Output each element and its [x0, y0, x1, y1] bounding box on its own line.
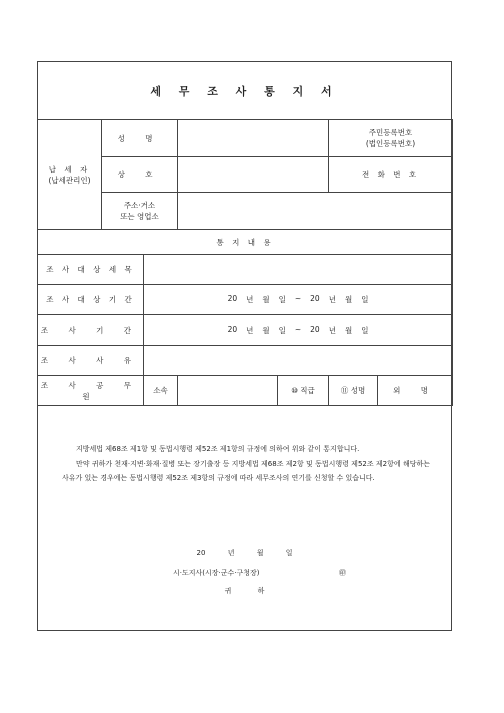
issue-date-month: 월 [256, 549, 264, 557]
tax-items-field[interactable] [144, 255, 453, 285]
date-year: 년 [328, 295, 336, 304]
issue-date-day: 일 [285, 549, 293, 557]
trade-name-label: 상 호 [102, 157, 178, 193]
taxpayer-label: 납 세 자 [48, 164, 91, 174]
date-day: 일 [361, 295, 369, 304]
name-field[interactable] [178, 120, 329, 157]
recipient-honorific-1: 귀 [224, 587, 232, 595]
reason-label: 조 사 사 유 [38, 346, 144, 376]
notice-content-header: 통 지 내 용 [38, 230, 453, 255]
address-label-line1: 주소·거소 [123, 201, 156, 210]
date-yy: 20 [310, 324, 320, 334]
taxpayer-label-cell [38, 120, 102, 230]
taxpayer-sublabel: (납세관리인) [48, 175, 91, 185]
affiliation-field[interactable] [178, 376, 278, 406]
date-month: 월 [262, 295, 270, 304]
date-year: 년 [328, 325, 336, 335]
corporate-reg-label: (법인등록번호) [365, 139, 416, 148]
date-month: 월 [262, 325, 270, 335]
date-day: 일 [278, 325, 286, 335]
investigation-period-label: 조 사 기 간 [38, 315, 144, 346]
date-month: 월 [344, 295, 353, 304]
issue-date [38, 548, 451, 558]
address-field[interactable] [178, 193, 453, 230]
address-label [102, 193, 178, 230]
address-label-line2: 또는 영업소 [120, 212, 159, 221]
trade-name-field[interactable] [178, 157, 329, 193]
tax-items-label: 조 사 대 상 세 목 [38, 255, 144, 285]
target-period-label: 조 사 대 상 기 간 [38, 285, 144, 315]
phone-label: 전 화 번 호 [329, 157, 453, 193]
issue-date-year: 년 [227, 549, 235, 557]
tax-investigation-notice-form [37, 61, 452, 631]
issuer-title: 시·도지사(시장·군수·구청장) [173, 569, 260, 577]
date-yy: 20 [227, 324, 238, 334]
date-year: 년 [246, 325, 254, 335]
notice-paragraph-2: 만약 귀하가 천재·지변·화재·질병 또는 장기출장 등 지방세법 제68조 제2항 및 동법시행령 제52조 제2항에 해당하는 사유가 있는 경우에는 동법시행령 제52조 제3항의 규정에 따라 세무조사의 연기를 신청할 수 있습니다. [62, 459, 430, 482]
registration-number-label [329, 120, 453, 157]
officer-name-label: ⑪ 성명 [329, 376, 378, 406]
seal-mark: ㊞ [339, 569, 346, 577]
notice-body [62, 442, 430, 486]
date-yy: 20 [227, 294, 238, 303]
name-label: 성 명 [102, 120, 178, 157]
reason-field[interactable] [144, 346, 453, 376]
form-grid [37, 119, 453, 406]
target-period-dates [144, 294, 452, 305]
issue-date-yy: 20 [196, 549, 206, 557]
investigation-period-dates [144, 325, 452, 336]
recipient-line [38, 586, 451, 596]
date-yy: 20 [310, 294, 320, 303]
date-tilde: ~ [294, 324, 302, 334]
date-day: 일 [361, 325, 369, 335]
officer-extra-label: 외 명 [378, 376, 453, 406]
date-month: 월 [344, 325, 353, 335]
date-tilde: ~ [294, 294, 302, 303]
notice-paragraph-1: 지방세법 제68조 제1항 및 동법시행령 제52조 제1항의 규정에 의하여 위와 같이 통지합니다. [76, 445, 360, 453]
recipient-honorific-2: 하 [257, 587, 265, 595]
form-title: 세 무 조 사 통 지 서 [150, 84, 339, 98]
target-period-field[interactable] [144, 285, 453, 315]
affiliation-label: 소속 [144, 376, 178, 406]
date-year: 년 [246, 295, 254, 304]
investigation-period-field[interactable] [144, 315, 453, 346]
rank-label: ⑩ 직급 [278, 376, 329, 406]
officer-label: 조 사 공 무 원 [38, 376, 144, 406]
date-day: 일 [278, 295, 286, 304]
resident-reg-label: 주민등록번호 [368, 128, 413, 137]
